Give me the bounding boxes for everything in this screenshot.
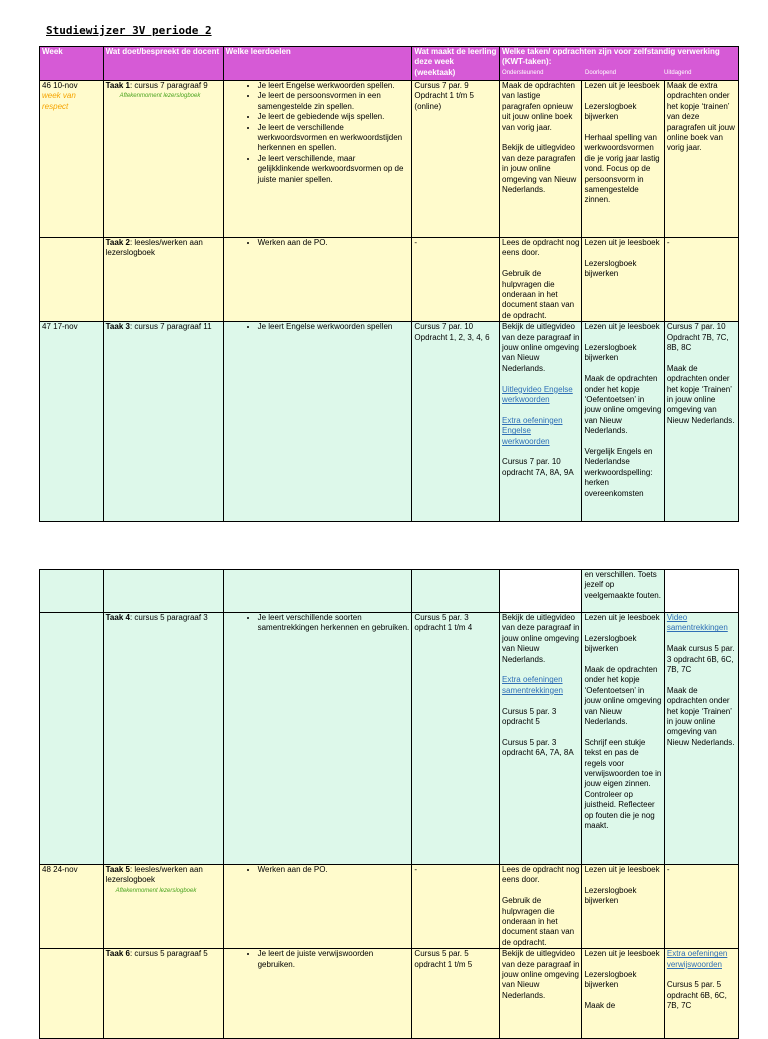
- task-cell: [103, 865, 223, 949]
- table-row: [40, 81, 739, 238]
- task-note: Aftekenmoment lezerslogboek: [115, 887, 197, 894]
- week-cell: 48 24-nov: [40, 865, 104, 949]
- task-text: : cursus 5 paragraaf 5: [129, 949, 208, 959]
- header-docent: Wat doet/bespreekt de docent: [103, 47, 223, 81]
- list-item: • Je leert de persoonsvormen in een samengestelde zin spellen.: [258, 91, 410, 112]
- task-label: Taak 5: [105, 865, 130, 874]
- week-cell: [40, 81, 104, 238]
- text-block: Maak de opdrachten van lastige paragrafen opnieuw uit jouw online boek van vorig jaar.: [502, 81, 575, 132]
- text-block: Lezen uit je leesboek: [584, 322, 660, 332]
- ondersteunend-cell: Bekijk de uitlegvideo van deze paragraaf in jouw online omgeving van Nieuw Nederlands.: [500, 949, 582, 1039]
- text-block: Lees de opdracht nog eens door.: [502, 238, 580, 258]
- uitdagend-cell: [664, 613, 738, 865]
- text-block: Maak de: [584, 1001, 616, 1011]
- list-item: • Je leert de verschillende werkwoordsvormen en werkwoordstijden herkennen en spellen.: [258, 123, 410, 154]
- week-cell: [40, 613, 104, 865]
- weektaak-cell: Cursus 7 par. 10 Opdracht 1, 2, 3, 4, 6: [412, 322, 500, 522]
- header-doorlopend: Doorlopend: [585, 69, 617, 76]
- week-cell: [40, 949, 104, 1039]
- week-cell: [40, 238, 104, 322]
- task-cell: [103, 949, 223, 1039]
- doorlopend-cell: [582, 238, 664, 322]
- task-cell: [103, 613, 223, 865]
- task-label: Taak 1: [105, 81, 130, 90]
- goals-list: [226, 613, 410, 634]
- goals-list: [226, 238, 410, 248]
- weektaak-cell: Cursus 7 par. 9 Opdracht 1 t/m 5 (online): [412, 81, 500, 238]
- task-label: Taak 4: [105, 613, 130, 622]
- link-uitlegvideo-engelse-werkwoorden[interactable]: Uitlegvideo Engelse werkwoorden: [502, 384, 573, 405]
- text-block: Lezerslogboek bijwerken: [584, 101, 637, 122]
- text-block: Cursus 5 par. 3 opdracht 5: [502, 706, 557, 727]
- table-row: [40, 613, 739, 865]
- task-label: Taak 2: [105, 238, 130, 247]
- header-uitdagend: Uitdagend: [664, 69, 692, 76]
- goals-list: [226, 949, 410, 970]
- table-row: [40, 865, 739, 949]
- doorlopend-cell: [582, 322, 664, 522]
- text-block: Cursus 7 par. 10 Opdracht 7B, 7C, 8B, 8C: [666, 322, 729, 353]
- doorlopend-cell: [582, 81, 664, 238]
- goals-cell: [223, 81, 412, 238]
- task-cell: [103, 238, 223, 322]
- goals-list: [226, 322, 410, 332]
- ondersteunend-cell: [500, 865, 582, 949]
- task-note: Aftekenmoment lezerslogboek: [119, 93, 201, 100]
- list-item: • Je leert de juiste verwijswoorden gebruiken.: [258, 949, 410, 970]
- text-block: Maak de opdrachten onder het kopje ‘Oefentoetsen’ in jouw online omgeving van Nieuw Nederlands.: [584, 665, 662, 727]
- table-row: [40, 238, 739, 322]
- ondersteunend-cell: [500, 322, 582, 522]
- goals-cell: [223, 613, 412, 865]
- text-block: Lezen uit je leesboek: [584, 865, 660, 874]
- text-block: Bekijk de uitlegvideo van deze paragraaf in jouw online omgeving van Nieuw Nederlands.: [502, 322, 580, 373]
- ondersteunend-cell: [500, 238, 582, 322]
- link-video-samentrekkingen[interactable]: Video samentrekkingen: [666, 613, 728, 633]
- task-text: : cursus 7 paragraaf 9: [129, 81, 208, 90]
- list-item: • Je leert verschillende, maar gelijkklinkende werkwoordsvormen op de juiste manier spellen.: [258, 154, 410, 185]
- task-cell: [103, 81, 223, 238]
- text-block: Maak cursus 5 par. 3 opdracht 6B, 6C, 7B, 7C: [666, 644, 735, 675]
- doorlopend-cell: en verschillen. Toets jezelf op veelgemaakte fouten.: [582, 570, 664, 613]
- text-block: Vergelijk Engels en Nederlandse werkwoordspelling: herken overeenkomsten: [584, 447, 653, 498]
- goals-cell: [223, 570, 412, 613]
- text-block: Lezen uit je leesboek: [584, 613, 660, 622]
- table-row: [40, 322, 739, 522]
- goals-cell: [223, 238, 412, 322]
- schedule-table-page-2: [39, 569, 739, 1039]
- text-block: Lezerslogboek bijwerken: [584, 343, 637, 363]
- text-block: Cursus 5 par. 3 opdracht 6A, 7A, 8A: [502, 737, 574, 758]
- list-item: • Je leert Engelse werkwoorden spellen.: [258, 81, 410, 91]
- list-item: • Je leert Engelse werkwoorden spellen: [258, 322, 410, 332]
- uitdagend-cell: -: [664, 865, 738, 949]
- weektaak-cell: -: [412, 865, 500, 949]
- task-label: Taak 6: [105, 949, 130, 959]
- schedule-table-page-1: [39, 46, 739, 522]
- header-ondersteunend: Ondersteunend: [502, 69, 544, 76]
- list-item: • Je leert verschillende soorten samentrekkingen herkennen en gebruiken.: [258, 613, 410, 634]
- goals-cell: [223, 865, 412, 949]
- text-block: Maak de opdrachten onder het kopje ‘Oefentoetsen’ in jouw online omgeving van Nieuw Nederlands.: [584, 374, 662, 436]
- week-cell: 47 17-nov: [40, 322, 104, 522]
- uitdagend-cell: [664, 322, 738, 522]
- header-leerdoelen: Welke leerdoelen: [223, 47, 412, 81]
- text-block: Lezerslogboek bijwerken: [584, 970, 637, 990]
- header-kwt: [500, 47, 739, 81]
- task-label: Taak 3: [105, 322, 130, 332]
- list-item: • Werken aan de PO.: [258, 865, 410, 875]
- task-text: : cursus 5 paragraaf 3: [129, 613, 208, 622]
- list-item: • Werken aan de PO.: [258, 238, 410, 248]
- text-block: Lezerslogboek bijwerken: [584, 258, 637, 279]
- ondersteunend-cell: [500, 613, 582, 865]
- text-block: Bekijk de uitlegvideo van deze paragraaf in jouw online omgeving van Nieuw Nederlands.: [502, 613, 580, 664]
- text-block: Lezerslogboek bijwerken: [584, 885, 637, 906]
- text-block: Lees de opdracht nog eens door.: [502, 865, 580, 885]
- doorlopend-cell: [582, 949, 664, 1039]
- text-block: Lezen uit je leesboek: [584, 949, 660, 959]
- goals-cell: [223, 322, 412, 522]
- ondersteunend-cell: [500, 81, 582, 238]
- uitdagend-cell: [664, 949, 738, 1039]
- text-block: Maak de opdrachten onder het kopje ‘Trainen’ in jouw online omgeving van Nieuw Nederlands.: [666, 363, 735, 425]
- text-block: Gebruik de hulpvragen die onderaan in het document staan van de opdracht.: [502, 269, 575, 320]
- weektaak-cell: [412, 570, 500, 613]
- uitdagend-cell: Maak de extra opdrachten onder het kopje ‘trainen’ van deze paragrafen uit jouw online boek van vorig jaar.: [664, 81, 738, 238]
- text-block: Lezerslogboek bijwerken: [584, 633, 637, 654]
- table-row: [40, 570, 739, 613]
- week-cell: [40, 570, 104, 613]
- link-extra-oefeningen-samentrekkingen[interactable]: Extra oefeningen samentrekkingen: [502, 675, 563, 695]
- link-extra-oefeningen-verwijswoorden[interactable]: Extra oefeningen verwijswoorden: [666, 949, 728, 969]
- link-extra-oefeningen-engelse-werkwoorden[interactable]: Extra oefeningen Engelse werkwoorden: [502, 415, 563, 446]
- text-block: Herhaal spelling van werkwoordsvormen die je vorig jaar lastig vond. Focus op de persoonsvorm in samengestelde zinnen.: [584, 133, 660, 205]
- page-title: Studiewijzer 3V periode 2: [46, 24, 212, 37]
- uitdagend-cell: -: [664, 238, 738, 322]
- table-row: [40, 949, 739, 1039]
- text-block: Schrijf een stukje tekst en pas de regels voor verwijswoorden toe in jouw eigen zinnen. Controleer op juistheid. Reflecteer op fouten die je nog maakt.: [584, 737, 662, 831]
- ondersteunend-cell: [500, 570, 582, 613]
- weektaak-cell: -: [412, 238, 500, 322]
- task-text: : cursus 7 paragraaf 11: [129, 322, 212, 332]
- task-cell: [103, 322, 223, 522]
- header-kwt-label: Welke taken/ opdrachten zijn voor zelfstandig verwerking (KWT-taken):: [502, 47, 720, 67]
- text-block: Cursus 5 par. 5 opdracht 6B, 6C, 7B, 7C: [666, 980, 727, 1011]
- week-note: week van respect: [42, 91, 76, 111]
- goals-cell: [223, 949, 412, 1039]
- list-item: • Je leert de gebiedende wijs spellen.: [258, 112, 410, 122]
- header-kwt-levels: [502, 68, 736, 78]
- text-block: Maak de opdrachten onder het kopje ‘Trainen’ in jouw online omgeving van Nieuw Nederlands.: [666, 685, 735, 747]
- task-text: : leesles/werken aan lezerslogboek: [105, 238, 203, 258]
- text-block: Lezen uit je leesboek: [584, 81, 660, 90]
- text-block: Gebruik de hulpvragen die onderaan in het document staan van de opdracht.: [502, 896, 575, 947]
- text-block: Cursus 7 par. 10 opdracht 7A, 8A, 9A: [502, 457, 574, 477]
- task-text: : leesles/werken aan lezerslogboek: [105, 865, 203, 885]
- goals-list: [226, 81, 410, 185]
- header-row: [40, 47, 739, 81]
- weektaak-cell: Cursus 5 par. 3 opdracht 1 t/m 4: [412, 613, 500, 865]
- week-label: 46 10-nov: [42, 81, 78, 90]
- text-block: Bekijk de uitlegvideo van deze paragrafen in jouw online omgeving van Nieuw Nederlands.: [502, 143, 577, 195]
- header-weektaak: Wat maakt de leerling deze week (weektaak): [412, 47, 500, 81]
- doorlopend-cell: [582, 613, 664, 865]
- task-cell: [103, 570, 223, 613]
- uitdagend-cell: [664, 570, 738, 613]
- weektaak-cell: Cursus 5 par. 5 opdracht 1 t/m 5: [412, 949, 500, 1039]
- goals-list: [226, 865, 410, 875]
- doorlopend-cell: [582, 865, 664, 949]
- text-block: Lezen uit je leesboek: [584, 238, 660, 247]
- header-week: Week: [40, 47, 104, 81]
